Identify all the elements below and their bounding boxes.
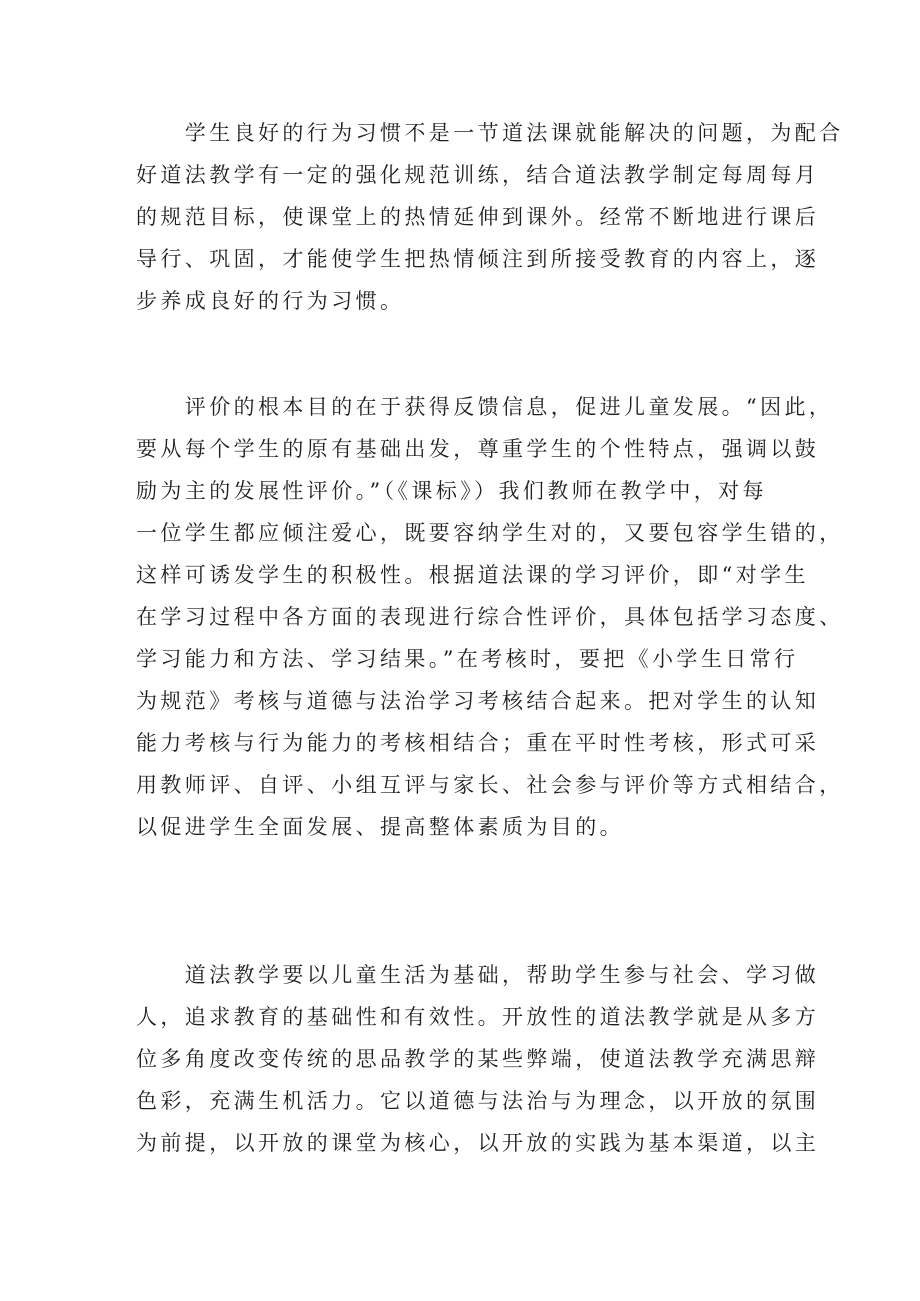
- text-line: 为规范》考核与道德与法治学习考核结合起来。把对学生的认知: [136, 689, 820, 713]
- paragraph-evaluation: [136, 386, 844, 848]
- text-line: 位多角度改变传统的思品教学的某些弊端，使道法教学充满思辩: [136, 1047, 820, 1071]
- text-line: 学生良好的行为习惯不是一节道法课就能解决的问题，为配合: [136, 121, 844, 145]
- text-line: 色彩，充满生机活力。它以道德与法治与为理念，以开放的氛围: [136, 1089, 820, 1113]
- text-line: 评价的根本目的在于获得反馈信息，促进儿童发展。“因此，: [136, 395, 834, 419]
- text-line: 为前提，以开放的课堂为核心，以开放的实践为基本渠道，以主: [136, 1131, 820, 1155]
- text-line: 学习能力和方法、学习结果。”在考核时，要把《小学生日常行: [136, 647, 799, 671]
- text-line: 的规范目标，使课堂上的热情延伸到课外。经常不断地进行课后: [136, 205, 820, 229]
- text-line: 人，追求教育的基础性和有效性。开放性的道法教学就是从多方: [136, 1005, 820, 1029]
- text-line: 能力考核与行为能力的考核相结合；重在平时性考核，形式可采: [136, 731, 820, 755]
- paragraph-open-teaching: [136, 954, 820, 1164]
- text-line: 好道法教学有一定的强化规范训练，结合道法教学制定每周每月: [136, 163, 820, 187]
- text-line: 这样可诱发学生的积极性。根据道法课的学习评价，即“对学生: [136, 563, 809, 587]
- text-line: 导行、巩固，才能使学生把热情倾注到所接受教育的内容上，逐: [136, 247, 820, 271]
- text-line: 一位学生都应倾注爱心，既要容纳学生对的，又要包容学生错的，: [136, 521, 844, 545]
- text-line: 励为主的发展性评价。”（《课标》）我们教师在教学中，对每: [136, 479, 767, 503]
- text-line: 要从每个学生的原有基础出发，尊重学生的个性特点，强调以鼓: [136, 437, 820, 461]
- text-line: 道法教学要以儿童生活为基础，帮助学生参与社会、学习做: [136, 963, 820, 987]
- text-line: 以促进学生全面发展、提高整体素质为目的。: [136, 815, 624, 839]
- text-line: 用教师评、自评、小组互评与家长、社会参与评价等方式相结合，: [136, 773, 844, 797]
- text-line: 在学习过程中各方面的表现进行综合性评价，具体包括学习态度、: [136, 605, 844, 629]
- text-line: 步养成良好的行为习惯。: [136, 289, 405, 313]
- paragraph-behavior-habits: [136, 112, 844, 322]
